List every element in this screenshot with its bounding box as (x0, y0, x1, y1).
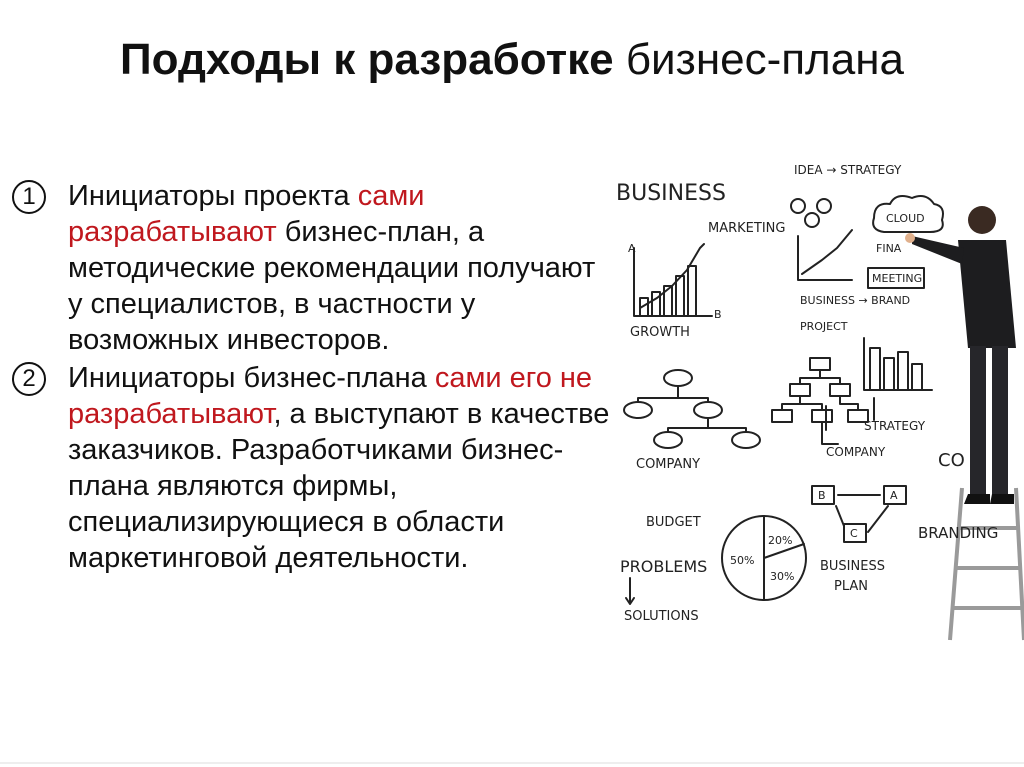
org-node-1 (624, 402, 652, 418)
wb-business-brand: BUSINESS → BRAND (800, 294, 911, 307)
right-bar-4 (912, 364, 922, 390)
point-1-text-after: бизнес-план, а методические рекомендации получают у специалистов, в частности у возможных инвесторов. (68, 216, 596, 356)
growth-bar-5 (688, 266, 696, 316)
wb-business: BUSINESS (616, 181, 726, 206)
hier-node-4 (812, 410, 832, 422)
wb-company-left: COMPANY (636, 457, 701, 472)
wb-solutions: SOLUTIONS (624, 609, 699, 624)
point-2-text (68, 360, 612, 576)
point-2-highlight: сами его не разрабатывают (68, 362, 593, 430)
wb-meeting: MEETING (872, 272, 923, 285)
point-1-text (68, 178, 612, 358)
wb-business-plan-1: BUSINESS (820, 559, 885, 574)
pie-dividers (764, 516, 804, 600)
hier-node-2 (830, 384, 850, 396)
hier-node-top (810, 358, 830, 370)
content-list (12, 178, 612, 578)
wb-axis-a: A (628, 242, 636, 255)
right-bar-3 (898, 352, 908, 390)
marketing-circle-3 (805, 213, 819, 227)
wb-project: PROJECT (800, 320, 848, 333)
right-bar-2 (884, 358, 894, 390)
wb-pie-30: 30% (770, 570, 795, 583)
business-whiteboard-image (612, 148, 1024, 648)
slide-title (0, 28, 1024, 92)
wb-problems: PROBLEMS (620, 557, 708, 576)
wb-co: CO (938, 450, 965, 471)
wb-box-c: C (850, 527, 858, 540)
abc-arrows (836, 495, 888, 532)
wb-strategy: STRATEGY (864, 419, 926, 433)
hier-node-1 (790, 384, 810, 396)
wb-idea: IDEA → STRATEGY (794, 163, 902, 177)
wb-axis-b: B (714, 308, 722, 321)
point-1 (12, 178, 612, 358)
wb-box-a: A (890, 489, 898, 502)
marketing-circle-1 (791, 199, 805, 213)
point-2 (12, 360, 612, 576)
org-node-4 (732, 432, 760, 448)
hier-node-3 (772, 410, 792, 422)
slide-title-bold: Подходы к разработке (120, 35, 614, 84)
point-2-text-after: , а выступают в качестве заказчиков. Разработчиками бизнес-плана являются фирмы, специализирующиеся в области маркетинговой деятельности. (68, 398, 610, 574)
finance-chart-line (802, 230, 852, 274)
point-1-text-before: Инициаторы проекта (68, 180, 358, 212)
wb-company-right: COMPANY (826, 445, 886, 459)
right-bar-1 (870, 348, 880, 390)
point-1-highlight: сами разрабатывают (68, 180, 425, 248)
wb-marketing: MARKETING (708, 221, 786, 236)
wb-finance: FINA (876, 242, 902, 255)
marketing-circle-2 (817, 199, 831, 213)
org-connectors-left (638, 386, 746, 432)
ladder (950, 488, 1024, 640)
wb-pie-20: 20% (768, 534, 793, 547)
wb-growth: GROWTH (630, 325, 690, 340)
wb-pie-50: 50% (730, 554, 755, 567)
growth-bar-4 (676, 276, 684, 316)
org-node-3 (654, 432, 682, 448)
wb-branding: BRANDING (918, 524, 999, 542)
org-node-2 (694, 402, 722, 418)
slide-title-regular: бизнес-плана (625, 35, 904, 84)
point-2-marker: 2 (12, 362, 46, 396)
org-node-top (664, 370, 692, 386)
slide-bottom-border (0, 762, 1024, 764)
point-2-text-before: Инициаторы бизнес-плана (68, 362, 435, 394)
problems-arrow (626, 578, 634, 604)
wb-cloud: CLOUD (886, 212, 925, 225)
wb-budget: BUDGET (646, 515, 701, 530)
hier-connectors (782, 370, 858, 444)
wb-business-plan-2: PLAN (834, 579, 868, 594)
wb-box-b: B (818, 489, 826, 502)
whiteboard-drawing (612, 148, 1024, 648)
point-1-marker: 1 (12, 180, 46, 214)
